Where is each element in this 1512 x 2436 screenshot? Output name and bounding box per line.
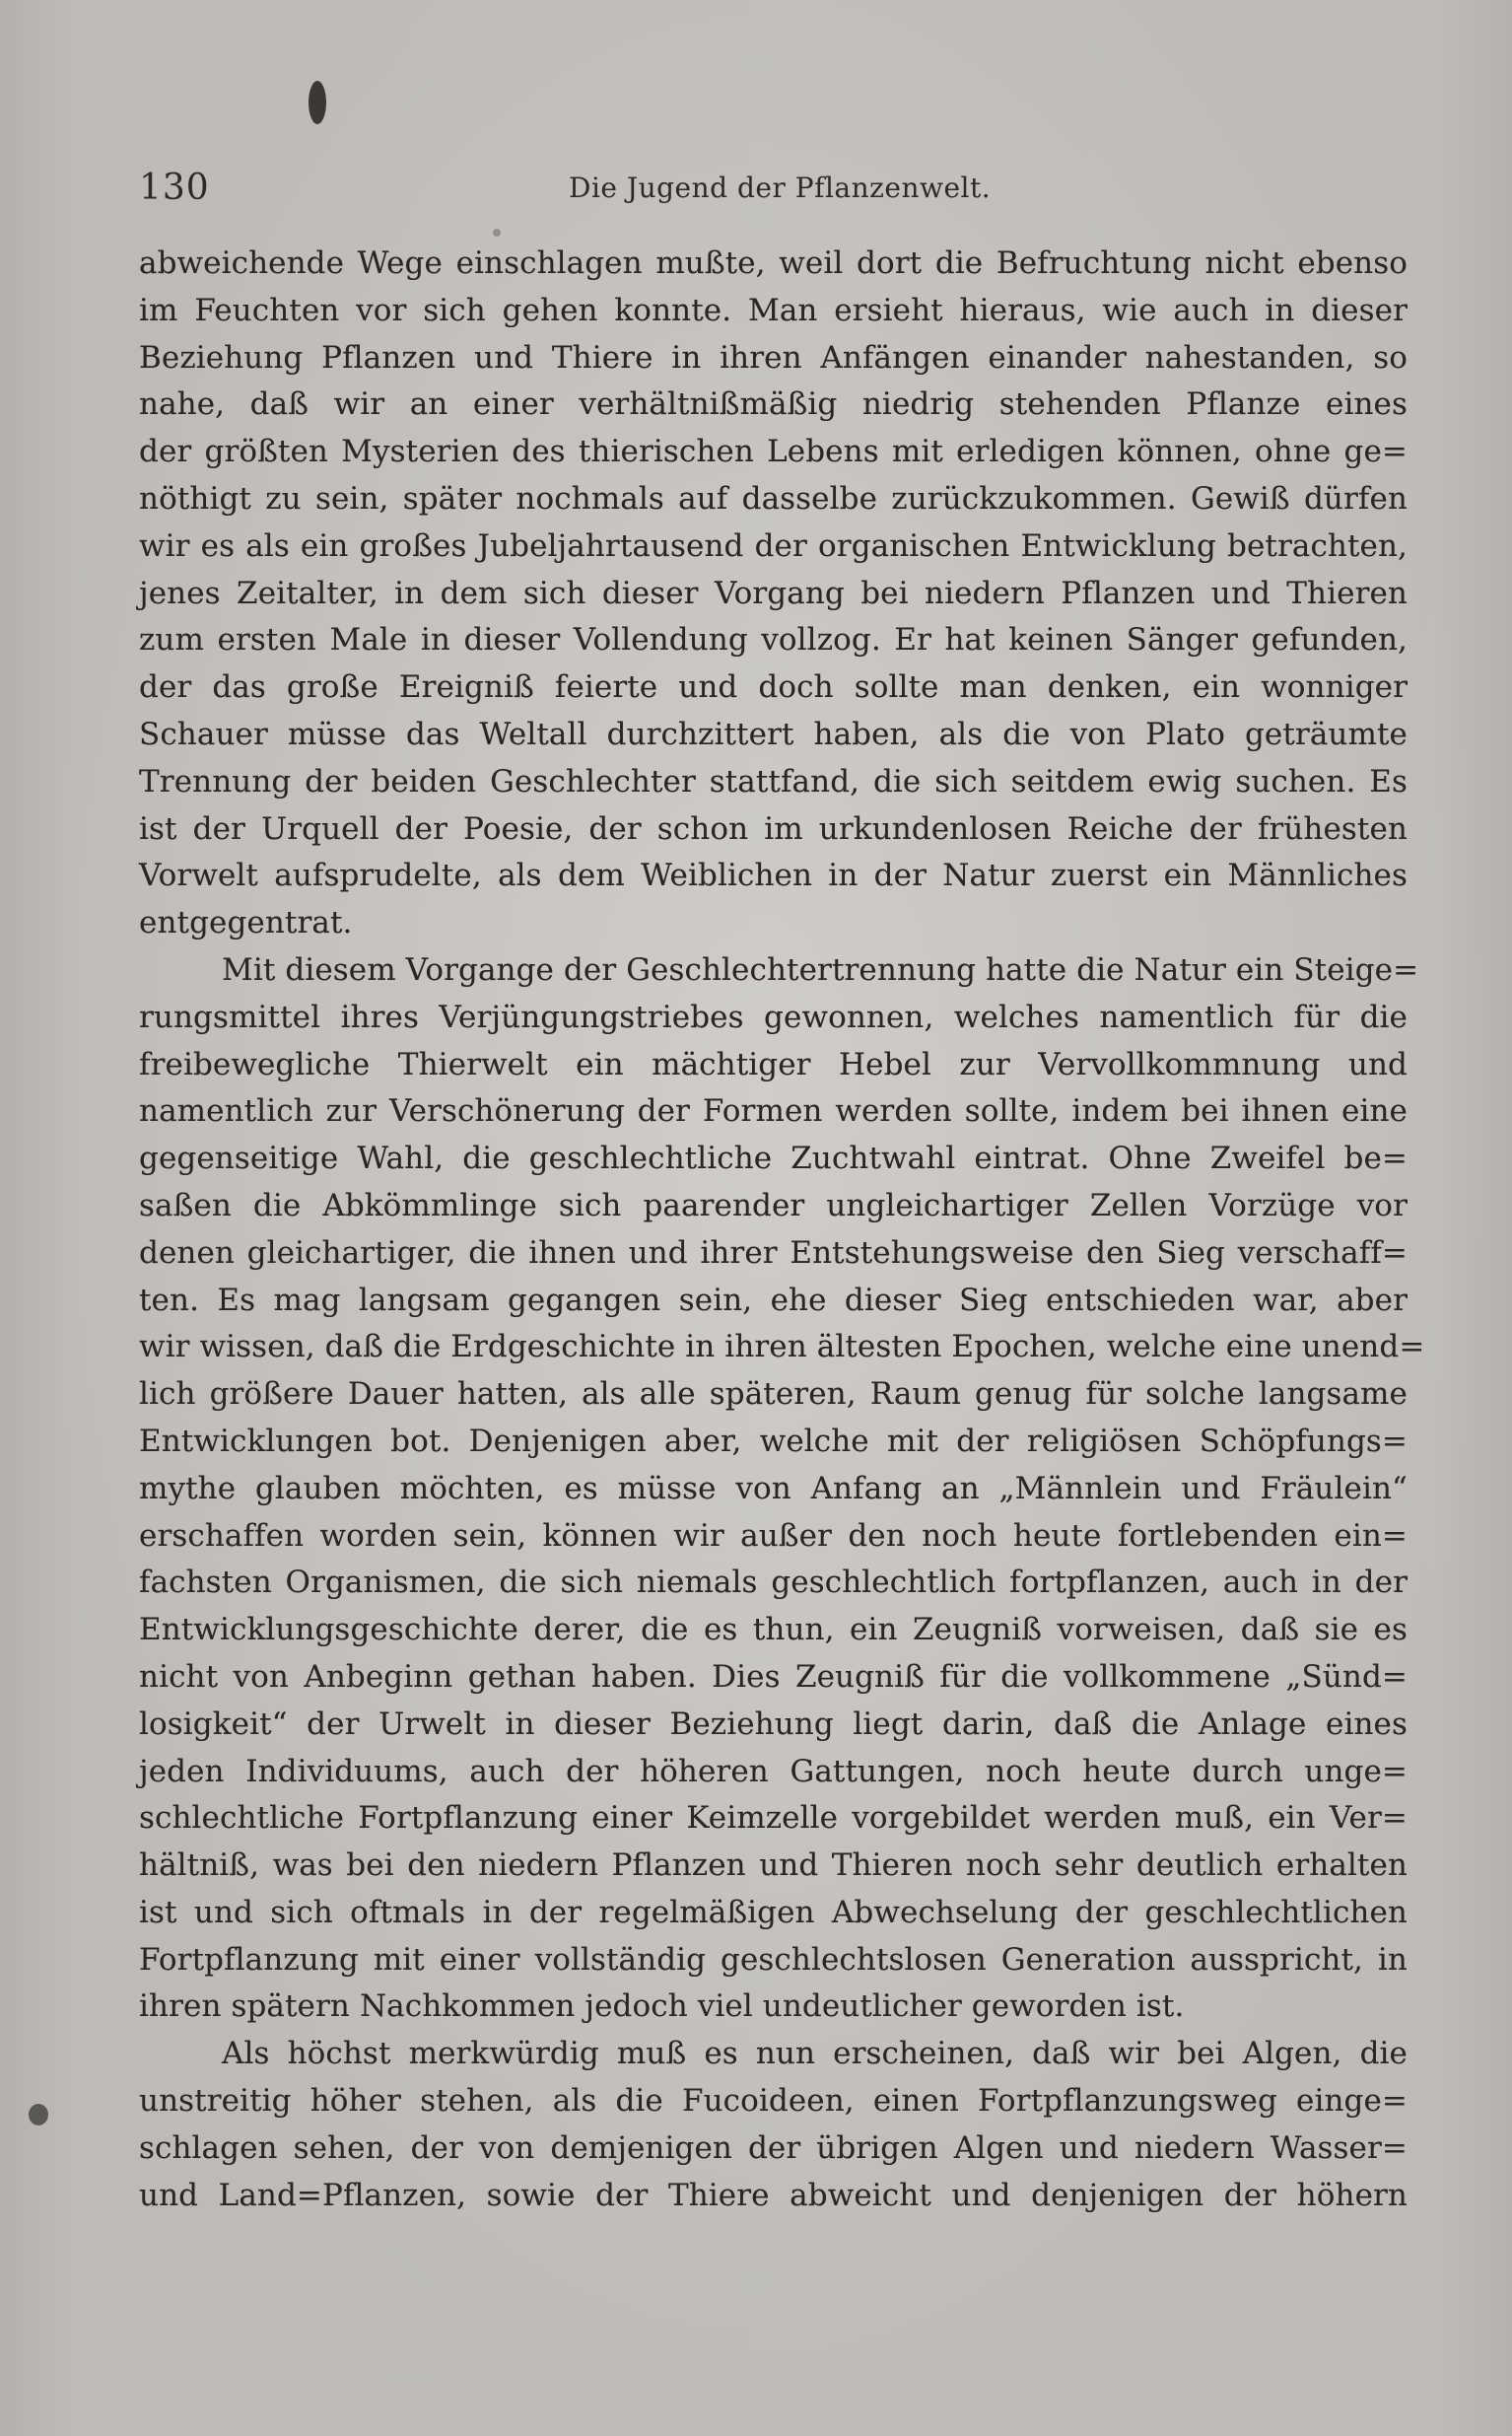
text-line: gegenseitige Wahl, die geschlechtliche Zuchtwahl eintrat. Ohne Zweifel be=	[139, 1141, 1408, 1177]
ink-blot	[309, 81, 326, 124]
paragraph-1	[139, 241, 1408, 947]
text-line: Entwicklungsgeschichte derer, die es thun, ein Zeugniß vorweisen, daß sie es	[139, 1612, 1408, 1648]
text-line: Entwicklungen bot. Denjenigen aber, welche mit der religiösen Schöpfungs=	[139, 1423, 1408, 1459]
text-line: saßen die Abkömmlinge sich paarender ungleichartiger Zellen Vorzüge vor	[139, 1187, 1408, 1223]
ink-speck	[493, 229, 501, 237]
paragraph-3	[139, 2031, 1408, 2219]
text-line: schlechtliche Fortpflanzung einer Keimzelle vorgebildet werden muß, ein Ver=	[139, 1800, 1408, 1837]
text-line: Vorwelt aufsprudelte, als dem Weiblichen in der Natur zuerst ein Männliches	[139, 858, 1408, 894]
text-line: namentlich zur Verschönerung der Formen werden sollte, indem bei ihnen eine	[139, 1093, 1408, 1130]
text-line: Trennung der beiden Geschlechter stattfand, die sich seitdem ewig suchen. Es	[139, 763, 1408, 800]
page-number: 130	[139, 168, 210, 208]
text-line: freibewegliche Thierwelt ein mächtiger Hebel zur Vervollkommnung und	[139, 1046, 1408, 1082]
text-line: schlagen sehen, der von demjenigen der übrigen Algen und niedern Wasser=	[139, 2129, 1408, 2166]
text-line: abweichende Wege einschlagen mußte, weil dort die Befruchtung nicht ebenso	[139, 245, 1408, 281]
text-line: entgegentrat.	[139, 905, 353, 941]
text-line: mythe glauben möchten, es müsse von Anfang an „Männlein und Fräulein“	[139, 1470, 1408, 1506]
text-line: unstreitig höher stehen, als die Fucoideen, einen Fortpflanzungsweg einge=	[139, 2083, 1408, 2120]
body-text	[139, 241, 1425, 2219]
text-line: nahe, daß wir an einer verhältnißmäßig niedrig stehenden Pflanze eines	[139, 386, 1408, 423]
text-line: Fortpflanzung mit einer vollständig geschlechtslosen Generation ausspricht, in	[139, 1941, 1408, 1978]
text-line: erschaffen worden sein, können wir außer den noch heute fortlebenden ein=	[139, 1517, 1408, 1554]
text-line: wir wissen, daß die Erdgeschichte in ihren ältesten Epochen, welche eine unend=	[139, 1329, 1425, 1365]
text-line: ist und sich oftmals in der regelmäßigen Abwechselung der geschlechtlichen	[139, 1894, 1408, 1930]
text-line: wir es als ein großes Jubeljahrtausend der organischen Entwicklung betrachten,	[139, 527, 1408, 564]
text-line: jeden Individuums, auch der höheren Gattungen, noch heute durch unge=	[139, 1753, 1408, 1789]
text-line: der größten Mysterien des thierischen Lebens mit erledigen können, ohne ge=	[139, 434, 1408, 470]
ink-blot	[29, 2104, 48, 2125]
text-line: nicht von Anbeginn gethan haben. Dies Zeugniß für die vollkommene „Sünd=	[139, 1658, 1408, 1695]
text-line: ihren spätern Nachkommen jedoch viel undeutlicher geworden ist.	[139, 1988, 1185, 2025]
running-title: Die Jugend der Pflanzenwelt.	[569, 172, 992, 204]
text-line: Als höchst merkwürdig muß es nun erscheinen, daß wir bei Algen, die	[222, 2036, 1408, 2072]
text-line: ten. Es mag langsam gegangen sein, ehe dieser Sieg entschieden war, aber	[139, 1282, 1408, 1318]
text-line: lich größere Dauer hatten, als alle späteren, Raum genug für solche langsame	[139, 1376, 1408, 1413]
text-line: losigkeit“ der Urwelt in dieser Beziehung liegt darin, daß die Anlage eines	[139, 1705, 1408, 1742]
text-line: zum ersten Male in dieser Vollendung vollzog. Er hat keinen Sänger gefunden,	[139, 622, 1408, 659]
paragraph-2	[139, 947, 1425, 2031]
text-line: und Land=Pflanzen, sowie der Thiere abweicht und denjenigen der höhern	[139, 2177, 1408, 2213]
text-line: Mit diesem Vorgange der Geschlechtertrennung hatte die Natur ein Steige=	[222, 951, 1419, 988]
text-line: ist der Urquell der Poesie, der schon im urkundenlosen Reiche der frühesten	[139, 810, 1408, 847]
text-line: Schauer müsse das Weltall durchzittert haben, als die von Plato geträumte	[139, 716, 1408, 752]
text-line: denen gleichartiger, die ihnen und ihrer Entstehungsweise den Sieg verschaff=	[139, 1234, 1408, 1271]
text-line: fachsten Organismen, die sich niemals geschlechtlich fortpflanzen, auch in der	[139, 1565, 1408, 1601]
text-line: nöthigt zu sein, später nochmals auf dasselbe zurückzukommen. Gewiß dürfen	[139, 480, 1408, 517]
page-header	[139, 164, 1420, 223]
text-line: hältniß, was bei den niedern Pflanzen und Thieren noch sehr deutlich erhalten	[139, 1847, 1408, 1884]
text-line: Beziehung Pflanzen und Thiere in ihren Anfängen einander nahestanden, so	[139, 339, 1408, 376]
text-line: rungsmittel ihres Verjüngungstriebes gewonnen, welches namentlich für die	[139, 999, 1408, 1035]
text-line: jenes Zeitalter, in dem sich dieser Vorgang bei niedern Pflanzen und Thieren	[139, 575, 1408, 611]
text-line: der das große Ereigniß feierte und doch sollte man denken, ein wonniger	[139, 669, 1408, 706]
text-line: im Feuchten vor sich gehen konnte. Man ersieht hieraus, wie auch in dieser	[139, 292, 1408, 328]
